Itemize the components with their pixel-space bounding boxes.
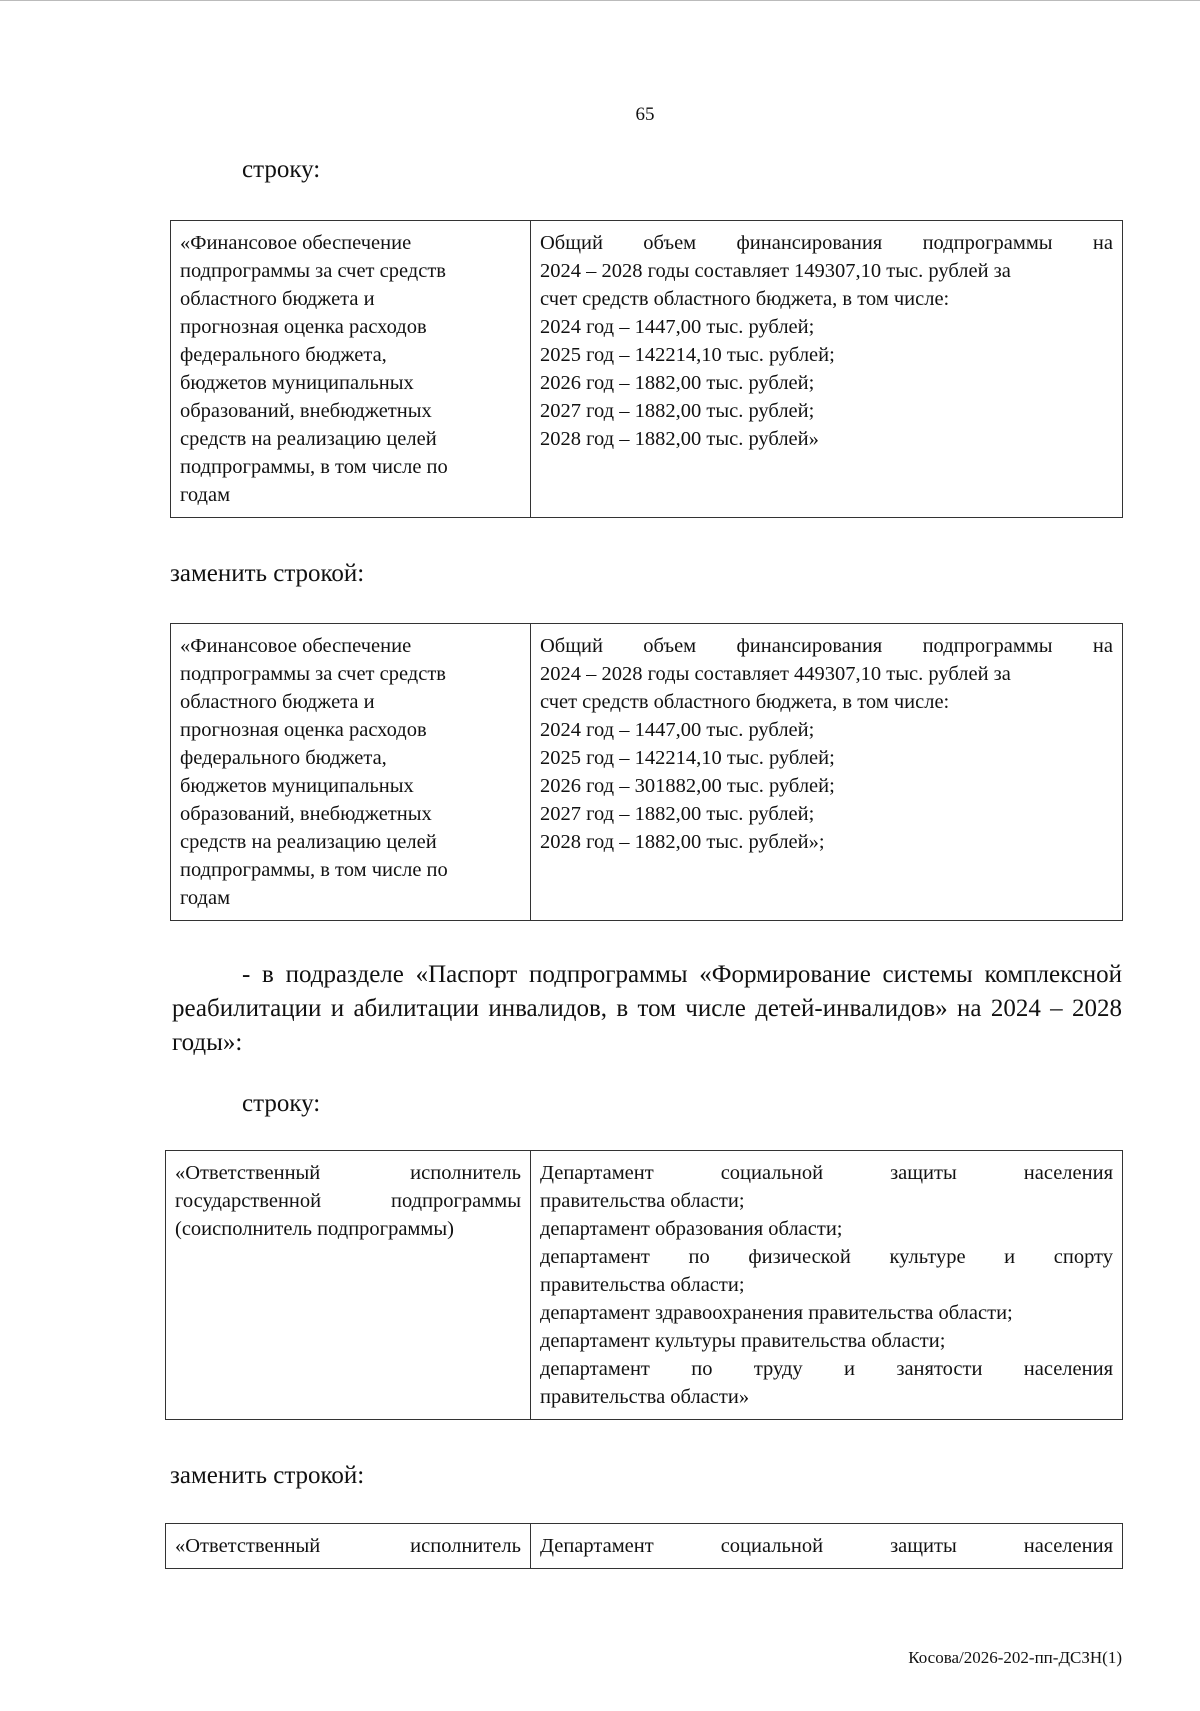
cell-line: «Финансовое обеспечение [180, 232, 412, 254]
cell-line: Общий объем финансирования подпрограммы на [540, 232, 1113, 254]
cell-line: 2026 год – 301882,00 тыс. рублей; [540, 775, 835, 797]
cell-line: счет средств областного бюджета, в том числе: [540, 691, 950, 713]
cell-line: прогнозная оценка расходов [180, 316, 427, 338]
cell-line: бюджетов муниципальных [180, 775, 414, 797]
cell-line: подпрограммы за счет средств [180, 663, 446, 685]
cell-line: федерального бюджета, [180, 344, 387, 366]
cell-line: подпрограммы за счет средств [180, 260, 446, 282]
cell-line: 2025 год – 142214,10 тыс. рублей; [540, 747, 835, 769]
table-row [171, 624, 1123, 921]
table-new-financing [170, 623, 1123, 921]
cell-line: департамент культуры правительства области; [540, 1330, 946, 1352]
cell-line: средств на реализацию целей [180, 428, 437, 450]
cell-line: 2025 год – 142214,10 тыс. рублей; [540, 344, 835, 366]
table-old-executor [165, 1150, 1123, 1420]
document-code: Косова/2026-202-пп-ДСЗН(1) [908, 1648, 1122, 1667]
cell-line: образований, внебюджетных [180, 400, 432, 422]
cell-line: 2024 год – 1447,00 тыс. рублей; [540, 316, 815, 338]
cell-line: 2024 год – 1447,00 тыс. рублей; [540, 719, 815, 741]
cell-line: «Ответственный исполнитель [175, 1162, 521, 1184]
cell-line: Департамент социальной защиты населения [540, 1162, 1113, 1184]
cell-line: правительства области» [540, 1386, 750, 1408]
cell-line: 2028 год – 1882,00 тыс. рублей»; [540, 831, 825, 853]
label-replace: заменить строкой: [170, 560, 365, 587]
cell-line: бюджетов муниципальных [180, 372, 414, 394]
cell-line: подпрограммы, в том числе по [180, 456, 448, 478]
table-new-executor [165, 1523, 1123, 1569]
financing-label-cell [171, 624, 531, 921]
cell-line: подпрограммы, в том числе по [180, 859, 448, 881]
cell-line: «Финансовое обеспечение [180, 635, 412, 657]
table-row [166, 1524, 1123, 1569]
cell-line: государственной подпрограммы [175, 1190, 521, 1212]
table-old-financing [170, 220, 1123, 518]
label-row: строку: [242, 156, 321, 183]
cell-line: «Ответственный исполнитель [175, 1535, 521, 1557]
cell-line: областного бюджета и [180, 288, 375, 310]
table-row [166, 1151, 1123, 1420]
label-replace: заменить строкой: [170, 1462, 365, 1489]
cell-line: департамент образования области; [540, 1218, 843, 1240]
cell-line: департамент по труду и занятости населения [540, 1358, 1113, 1380]
financing-value-cell [531, 624, 1123, 921]
table-row [171, 221, 1123, 518]
cell-line: (соисполнитель подпрограммы) [175, 1218, 454, 1240]
page-number: 65 [635, 104, 655, 125]
cell-line: 2024 – 2028 годы составляет 149307,10 тыс. рублей за [540, 260, 1011, 282]
cell-line: средств на реализацию целей [180, 831, 437, 853]
cell-line: департамент здравоохранения правительства области; [540, 1302, 1013, 1324]
cell-line: 2028 год – 1882,00 тыс. рублей» [540, 428, 819, 450]
executor-value-cell [531, 1151, 1123, 1420]
executor-label-cell [166, 1151, 531, 1420]
scan-edge [0, 0, 1200, 4]
subsection-paragraph: - в подразделе «Паспорт подпрограммы «Формирование системы комплексной реабилитации и абилитации инвалидов, в том числе детей-инвалидов» на 2024 – 2028 годы»: [172, 961, 1122, 1056]
cell-line: образований, внебюджетных [180, 803, 432, 825]
cell-line: Департамент социальной защиты населения [540, 1535, 1113, 1557]
financing-value-cell [531, 221, 1123, 518]
cell-line: годам [180, 484, 231, 506]
cell-line: счет средств областного бюджета, в том числе: [540, 288, 950, 310]
cell-line: федерального бюджета, [180, 747, 387, 769]
executor-label-cell [166, 1524, 531, 1569]
cell-line: 2027 год – 1882,00 тыс. рублей; [540, 803, 815, 825]
financing-label-cell [171, 221, 531, 518]
cell-line: правительства области; [540, 1190, 745, 1212]
cell-line: 2024 – 2028 годы составляет 449307,10 тыс. рублей за [540, 663, 1011, 685]
cell-line: 2027 год – 1882,00 тыс. рублей; [540, 400, 815, 422]
executor-value-cell [531, 1524, 1123, 1569]
label-row: строку: [242, 1090, 321, 1117]
cell-line: годам [180, 887, 231, 909]
cell-line: Общий объем финансирования подпрограммы на [540, 635, 1113, 657]
cell-line: правительства области; [540, 1274, 745, 1296]
cell-line: департамент по физической культуре и спорту [540, 1246, 1113, 1268]
cell-line: 2026 год – 1882,00 тыс. рублей; [540, 372, 815, 394]
cell-line: прогнозная оценка расходов [180, 719, 427, 741]
cell-line: областного бюджета и [180, 691, 375, 713]
